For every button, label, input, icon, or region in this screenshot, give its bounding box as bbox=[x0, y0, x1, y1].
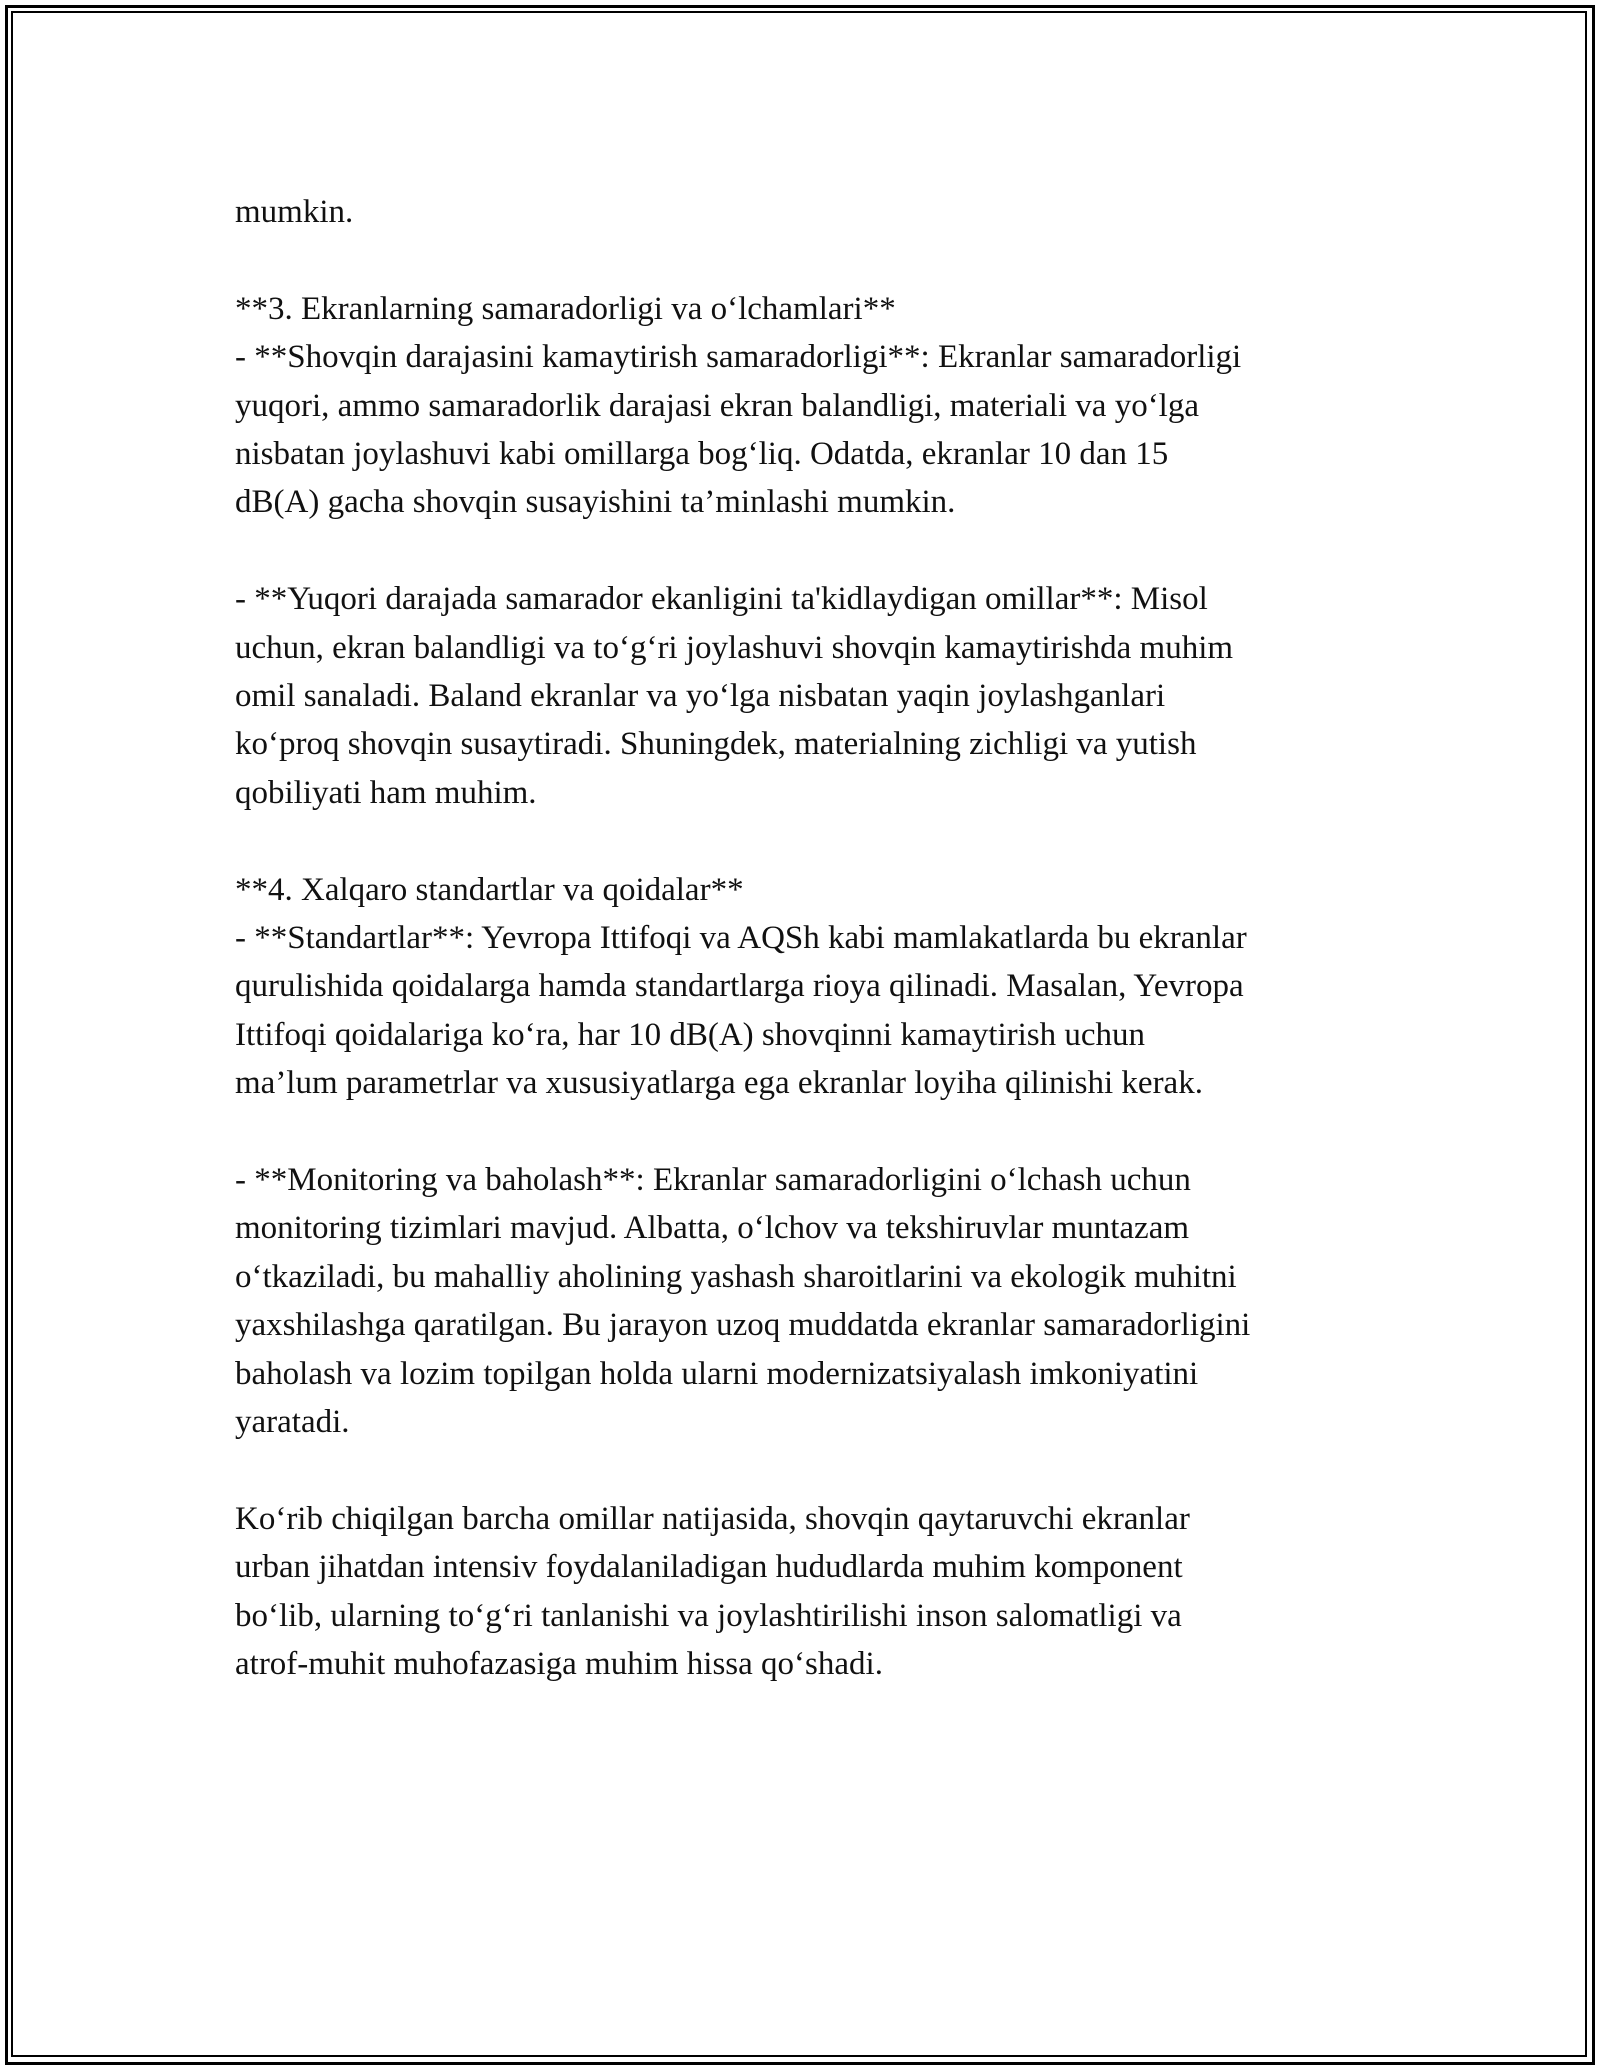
text-line: omil sanaladi. Baland ekranlar va yo‘lga nisbatan yaqin joylashganlari bbox=[235, 678, 1166, 715]
factors-paragraph bbox=[235, 575, 1375, 817]
paragraph-gap bbox=[235, 1108, 1375, 1156]
text-line: - **Standartlar**: Yevropa Ittifoqi va AQSh kabi mamlakatlarda bu ekranlar bbox=[235, 920, 1247, 957]
text-line: yuqori, ammo samaradorlik darajasi ekran balandligi, materiali va yo‘lga bbox=[235, 387, 1199, 424]
text-line: monitoring tizimlari mavjud. Albatta, o‘lchov va tekshiruvlar muntazam bbox=[235, 1210, 1190, 1247]
text-line: Ittifoqi qoidalariga ko‘ra, har 10 dB(A) shovqinni kamaytirish uchun bbox=[235, 1016, 1146, 1053]
text-line: o‘tkaziladi, bu mahalliy aholining yashash sharoitlarini va ekologik muhitni bbox=[235, 1258, 1237, 1295]
paragraph-gap bbox=[235, 817, 1375, 865]
text-line: yaratadi. bbox=[235, 1404, 350, 1441]
section-4-heading: **4. Xalqaro standartlar va qoidalar** bbox=[235, 871, 744, 908]
text-line: atrof-muhit muhofazasiga muhim hissa qo‘shadi. bbox=[235, 1646, 883, 1683]
text-line: Ko‘rib chiqilgan barcha omillar natijasida, shovqin qaytaruvchi ekranlar bbox=[235, 1500, 1190, 1537]
section-3-heading: **3. Ekranlarning samaradorligi va o‘lchamlari** bbox=[235, 290, 896, 327]
text-line: - **Yuqori darajada samarador ekanligini ta'kidlaydigan omillar**: Misol bbox=[235, 581, 1208, 618]
paragraph-gap bbox=[235, 236, 1375, 284]
text-line: - **Shovqin darajasini kamaytirish samaradorligi**: Ekranlar samaradorligi bbox=[235, 339, 1242, 376]
document-body bbox=[235, 188, 1375, 1689]
text-line: baholash va lozim topilgan holda ularni modernizatsiyalash imkoniyatini bbox=[235, 1355, 1199, 1392]
paragraph-gap bbox=[235, 1447, 1375, 1495]
section-3-paragraph bbox=[235, 285, 1375, 527]
text-line: ma’lum parametrlar va xususiyatlarga ega ekranlar loyiha qilinishi kerak. bbox=[235, 1065, 1203, 1102]
text-line: nisbatan joylashuvi kabi omillarga bog‘liq. Odatda, ekranlar 10 dan 15 bbox=[235, 436, 1169, 473]
section-4-paragraph bbox=[235, 866, 1375, 1108]
text-line: qobiliyati ham muhim. bbox=[235, 774, 537, 811]
text-line: bo‘lib, ularning to‘g‘ri tanlanishi va joylashtirilishi inson salomatligi va bbox=[235, 1597, 1182, 1634]
text-line: urban jihatdan intensiv foydalaniladigan hududlarda muhim komponent bbox=[235, 1549, 1183, 1586]
text-line: uchun, ekran balandligi va to‘g‘ri joylashuvi shovqin kamaytirishda muhim bbox=[235, 629, 1234, 666]
text-line: ko‘proq shovqin susaytiradi. Shuningdek, materialning zichligi va yutish bbox=[235, 726, 1197, 763]
text-line: mumkin. bbox=[235, 194, 354, 230]
text-line: yaxshilashga qaratilgan. Bu jarayon uzoq muddatda ekranlar samaradorligini bbox=[235, 1307, 1251, 1344]
paragraph-gap bbox=[235, 527, 1375, 575]
monitoring-paragraph bbox=[235, 1156, 1375, 1446]
text-line: qurulishida qoidalarga hamda standartlarga rioya qilinadi. Masalan, Yevropa bbox=[235, 968, 1244, 1005]
continuation-paragraph bbox=[235, 188, 1375, 236]
text-line: dB(A) gacha shovqin susayishini ta’minlashi mumkin. bbox=[235, 484, 956, 521]
text-line: - **Monitoring va baholash**: Ekranlar samaradorligini o‘lchash uchun bbox=[235, 1162, 1191, 1199]
conclusion-paragraph bbox=[235, 1495, 1375, 1689]
